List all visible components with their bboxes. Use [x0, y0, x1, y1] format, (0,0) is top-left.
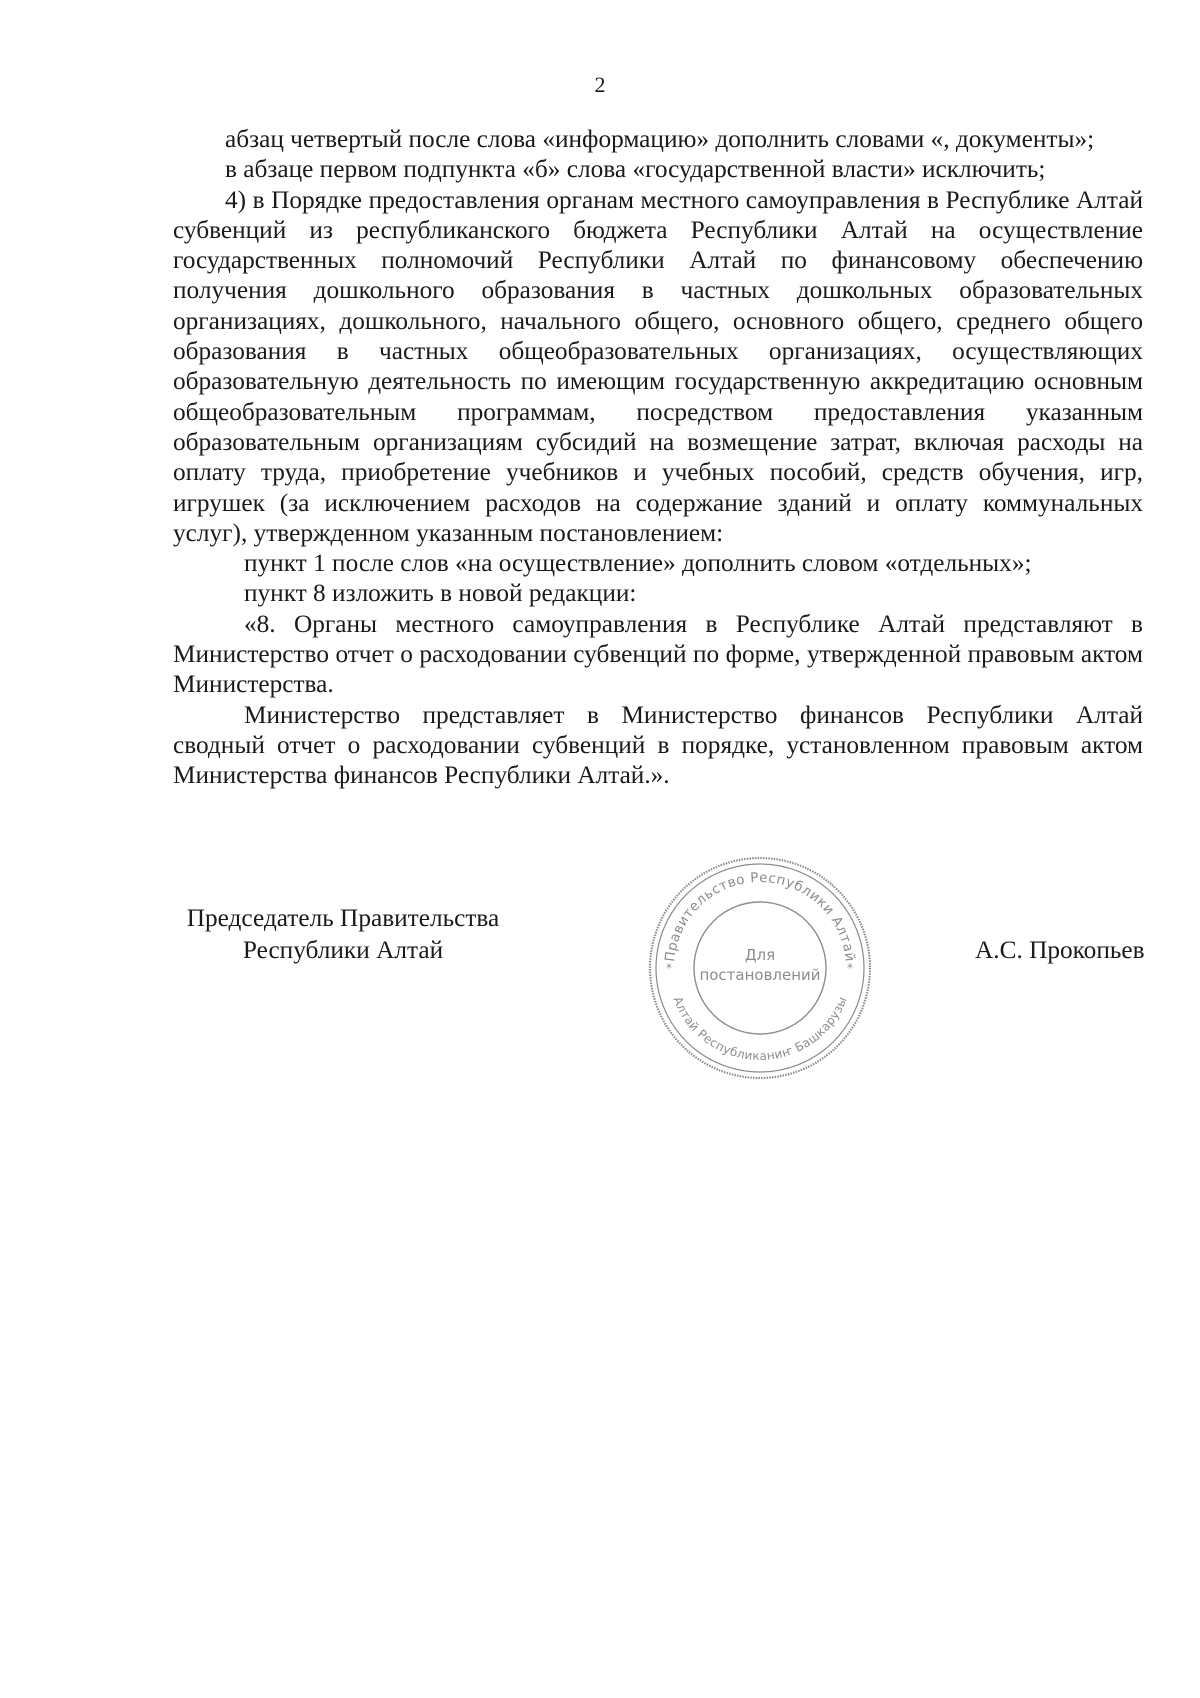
paragraph-2: в абзаце первом подпункта «б» слова «государственной власти» исключить;: [225, 155, 1046, 184]
signatory-position-line-1: Председатель Правительства: [186, 904, 500, 932]
signatory-position-line-2: Республики Алтай: [242, 936, 444, 964]
paragraph-6: «8. Органы местного самоуправления в Республике Алтай представляют в Министерство отчет о расходовании субвенций по форме, утвержденной правовым актом Министерства.: [173, 609, 1143, 699]
seal-inner-line-1: Для: [744, 946, 776, 964]
page-number: 2: [594, 72, 606, 97]
seal-outer-text-bottom: Алтай Республиканиҥ Башкарузы: [670, 994, 850, 1064]
paragraph-5: пункт 8 изложить в новой редакции:: [244, 579, 637, 608]
signature-block: [0, 869, 1200, 1142]
official-seal: [644, 852, 876, 1084]
paragraph-1: абзац четвертый после слова «информацию» дополнить словами «, документы»;: [225, 125, 1095, 153]
document-body: [173, 124, 1143, 791]
paragraph-3: 4) в Порядке предоставления органам местного самоуправления в Республике Алтай субвенций из республиканского бюджета Республики Алтай на осуществление государственных полномочий Республики Алтай по финансовому обеспечению получения дошкольного образования в частных дошкольных образовательных организациях, дошкольного, начального общего, основного общего, среднего общего образования в частных общеобразовательных организациях, осуществляющих образовательную деятельность по имеющим государственную аккредитацию основным общеобразовательным программам, посредством предоставления указанным образовательным организациям субсидий на возмещение затрат, включая расходы на оплату труда, приобретение учебников и учебных пособий, средств обучения, игр, игрушек (за исключением расходов на содержание зданий и оплату коммунальных услуг), утвержденном указанным постановлением:: [173, 185, 1143, 547]
seal-outer-text-top: Правительство Республики Алтай: [662, 869, 858, 963]
signatory-position: [173, 902, 513, 966]
svg-text:*: *: [666, 961, 672, 975]
paragraph-7: Министерство представляет в Министерство финансов Республики Алтай сводный отчет о расходовании субвенций в порядке, установленном правовым актом Министерства финансов Республики Алтай.».: [173, 700, 1143, 790]
svg-text:Алтай Республиканиҥ Башкарузы: [670, 994, 849, 1063]
svg-text:*: *: [847, 961, 853, 975]
signatory-name: А.С. Прокопьев: [975, 936, 1145, 964]
seal-inner-line-2: постановлений: [699, 966, 821, 984]
paragraph-4: пункт 1 после слов «на осуществление» дополнить словом «отдельных»;: [244, 549, 1032, 578]
